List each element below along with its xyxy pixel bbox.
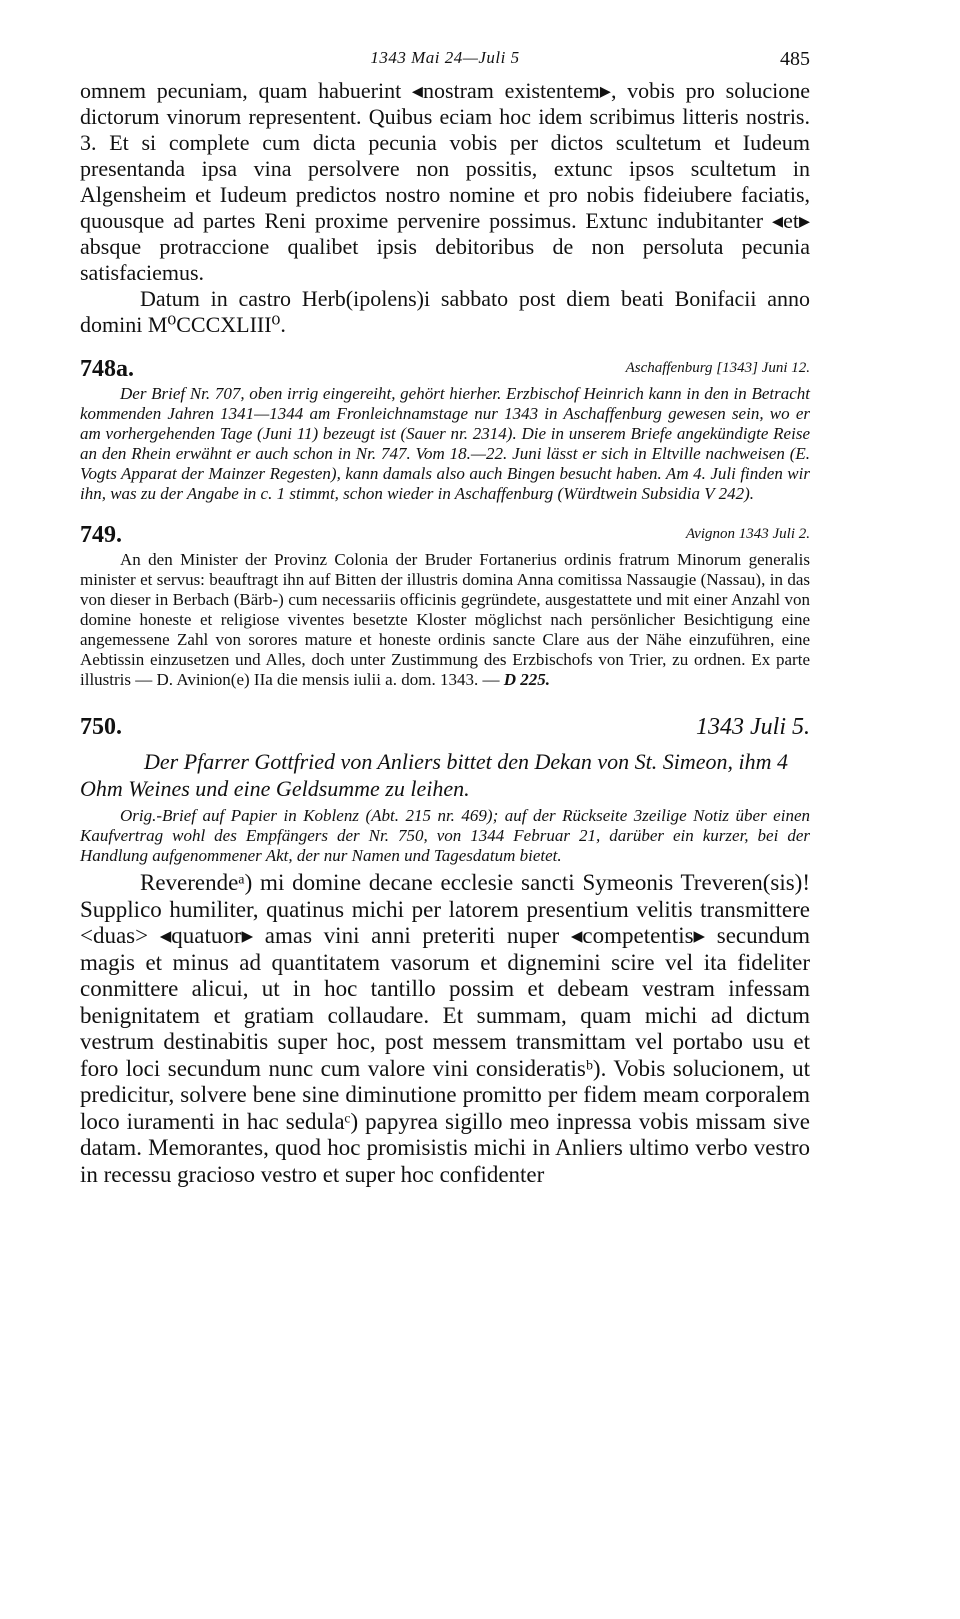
entry-place-date: Avignon 1343 Juli 2. — [685, 526, 810, 542]
entry-749-heading — [80, 520, 810, 550]
entry-place-date: Aschaffenburg [1343] Juni 12. — [625, 360, 810, 376]
entry-750-regest: Der Pfarrer Gottfried von Anliers bittet den Dekan von St. Simeon, ihm 4 Ohm Weines und eine Geldsumme zu leihen. — [80, 749, 789, 801]
entry-number: 750. — [80, 714, 122, 740]
dating-clause: Datum in castro Herb(ipolens)i sabbato post diem beati Bonifacii anno domini M⁰CCCXLIII⁰. — [80, 286, 810, 337]
page-header — [80, 44, 810, 78]
entry-number: 748a. — [80, 356, 134, 382]
entry-750-heading — [80, 712, 810, 742]
page — [80, 44, 810, 1188]
entry-number: 749. — [80, 522, 122, 548]
source-signature: D 225. — [503, 670, 550, 689]
entry-date: 1343 Juli 5. — [696, 714, 810, 740]
continuation-paragraph: omnem pecuniam, quam habuerint ◂nostram existentem▸, vobis pro solucione dictorum vinorum representent. Quibus eciam hoc idem scribimus litteris nostris. 3. Et si complete cum dicta pecunia vobis per dictos scultetum et Iudeum presentanda ipsa vina persolvere non possitis, extunc ipsos scultetum in Algensheim et Iudeum predictos nostro nomine et pro nobis fideiubere faciatis, quousque ad partes Reni proxime pervenire possimus. Extunc indubitanter ◂et▸ absque protraccione qualibet ipsis debitoribus de non persoluta pecunia satisfaciemus. — [80, 78, 810, 285]
running-title: 1343 Mai 24—Juli 5 — [370, 48, 520, 67]
entry-748a-note: Der Brief Nr. 707, oben irrig eingereiht, gehört hierher. Erzbischof Heinrich kann in den in Betracht kommenden Jahren 1341—1344 am Fronleichnamstage nur 1343 in Aschaffenburg gewesen sein, wo er am vorhergehenden Tage (Juni 11) bezeugt ist (Sauer nr. 2314). Die in unserem Briefe angekündigte Reise an den Rhein erwähnt er auch schon in Nr. 747. Vom 18.—22. Juni lässt er sich in Eltville nachweisen (E. Vogts Apparat der Mainzer Regesten), kann damals also auch Bingen besucht haben. Am 4. Juli finden wir ihn, was zu der Angabe in c. 1 stimmt, schon wieder in Aschaffenburg (Würdtwein Subsidia V 242). — [80, 384, 810, 503]
entry-749-body: An den Minister der Provinz Colonia der Bruder Fortanerius ordinis fratrum Minorum generalis minister et servus: beauftragt ihn auf Bitten der illustris domina Anna comitissa Nassaugie (Nassau), in das von dieser in Berbach (Bärb-) cum necessariis officinis gegründete, ausgestattete und mit einer Anzahl von domine honeste et religiose viventes besetzte Kloster möglichst nach persönlicher Besichtigung eine angemessene Zahl von sorores mature et honeste ordinis sancte Clare aus der Nähe einzuführen, eine Aebtissin einzusetzen und Alles, doch unter Zustimmung des Erzbischofs von Trier, zu ordnen. Ex parte illustris — D. Avinion(e) IIa die mensis iulii a. dom. 1343. — — [80, 550, 810, 689]
entry-750-letter-text: Reverendeᵃ) mi domine decane ecclesie sancti Symeonis Treveren(sis)! Supplico humiliter, quatinus michi per latorem presentium velitis transmittere <duas> ◂quatuor▸ amas vini anni preteriti nuper ◂competentis▸ secundum magis et minus ad quantitatem vasorum et dignemini scire vel ita fideliter conmittere alicui, ut in hoc tantillo possim et debeam vestram infessam benignitatem et gratiam collaudare. Et summam, quam michi ad dictum vestrum destinabitis super hoc, post messem transmittam vel portabo usu et foro loci secundum nunc cum valore vini consideratisᵇ). Vobis solucionem, ut predicitur, solvere bene sine diminutione promitto per fidem meam corporalem loco iuramenti in hac sedulaᶜ) papyrea sigillo meo inpressa vobis missam sive datam. Memorantes, quod hoc promisistis michi in Anliers ultimo verbo vestro in recessu gracioso vestro et super hoc confidenter — [80, 870, 810, 1187]
entry-750-source: Orig.-Brief auf Papier in Koblenz (Abt. 215 nr. 469); auf der Rückseite 3zeilige Notiz über einen Kaufvertrag wohl des Empfängers der Nr. 750, von 1344 Februar 21, darüber ein kurzer, bei der Handlung aufgenommener Akt, der nur Namen und Tagesdatum bietet. — [80, 806, 810, 865]
page-number: 485 — [780, 48, 810, 70]
entry-748a-heading — [80, 354, 810, 384]
entry-749-text — [80, 550, 810, 690]
continuation-text — [80, 78, 810, 338]
